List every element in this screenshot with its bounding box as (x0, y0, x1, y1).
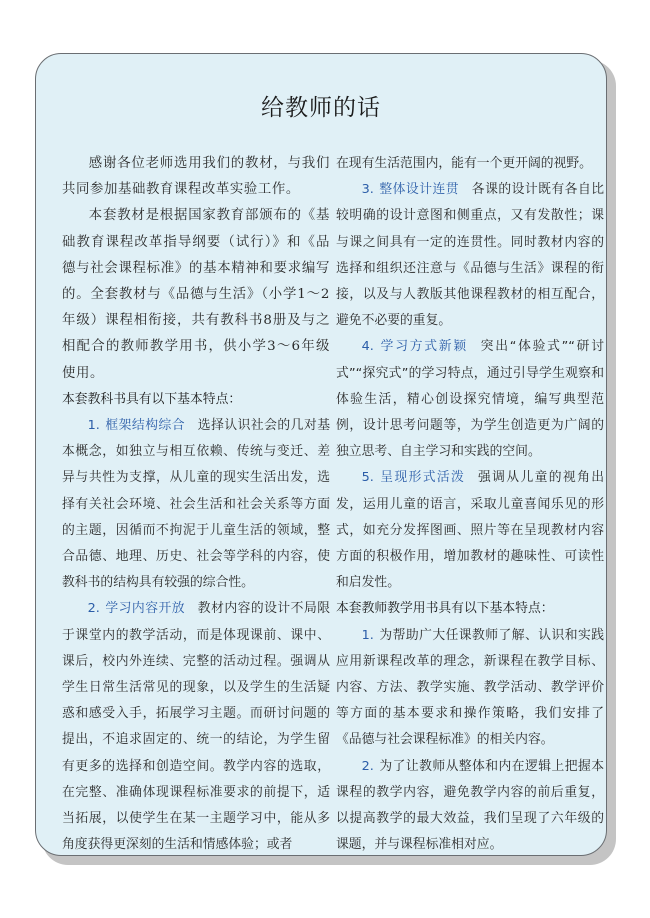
feature-text: 各课的设计既有各自比较明确的设计意图和侧重点，又有发散性；课与课之间具有一定的连贯性。同时教材内容的选择和组织还注意与《品德与生活》课程的衔接，以及与人教版其他课程教材的相互配合，避免不必要的重复。 (336, 182, 605, 329)
feature-text: 强调从儿童的视角出发，运用儿童的语言，采取儿童喜闻乐见的形式，如充分发挥图画、照片等在呈现教材内容方面的积极作用，增加教材的趣味性、可读性和启发性。 (336, 470, 605, 591)
feature-number: 1. (87, 418, 100, 434)
feature-text: 教材内容的设计不局限于课堂内的教学活动，而是体现课前、课中、课后，校内外连续、完整的活动过程。强调从学生日常生活常见的现象，以及学生的生活疑惑和感受入手，拓展学习主题。而研讨问题的提出，不追求固定的、统一的结论，为学生留有更多的选择和创造空间。教学内容的选取，在完整、准确体现课程标准要求的前提下，适当拓展，以使学生在某一主题学习中，能从多角度获得更深刻的生活和情感体验；或者 (62, 601, 331, 853)
teacher-book-features-heading: 本套教师教学用书具有以下基本特点： (336, 601, 554, 617)
teacher-feature-text: 为了让教师从整体和内在逻辑上把握本课程的教学内容，避免教学内容的前后重复，以提高教学的最大效益，我们呈现了六年级的课题，并与课程标准相对应。 (336, 758, 604, 853)
feature-item-2-continued: 在现有生活范围内，能有一个更开阔的视野。 (336, 156, 592, 171)
teacher-feature-text: 为帮助广大任课教师了解、认识和实践应用新课程改革的理念，新课程在教学目标、内容、方法、教学实施、教学活动、教学评价等方面的基本要求和操作策略，我们安排了《品德与社会课程标准》的相关内容。 (336, 627, 604, 748)
feature-item-1 (62, 413, 330, 596)
teacher-feature-number: 2. (361, 758, 374, 774)
page-title: 给教师的话 (261, 95, 381, 121)
left-column (62, 151, 330, 858)
feature-item-4 (336, 334, 604, 465)
teacher-letter-panel (35, 53, 607, 856)
feature-text: 突出“体验式”“研讨式”“探究式”的学习特点，通过引导学生观察和体验生活，精心创设探究情境，编写典型范例，设计思考问题等，为学生创造更为广阔的独立思考、自主学习和实践的空间。 (336, 339, 605, 460)
feature-keyword: 框架结构综合 (104, 418, 185, 434)
feature-number: 2. (87, 601, 100, 617)
feature-keyword: 呈现形式活泼 (378, 470, 466, 486)
feature-item-2 (62, 596, 330, 858)
feature-item-5 (336, 465, 604, 596)
feature-number: 4. (361, 339, 374, 355)
feature-number: 5. (361, 470, 374, 486)
feature-item-3 (336, 177, 604, 334)
intro-paragraph-1: 感谢各位老师选用我们的教材，与我们共同参加基础教育课程改革实验工作。 (62, 156, 330, 198)
teacher-feature-item-1 (336, 623, 604, 754)
teacher-feature-item-2 (336, 754, 604, 859)
right-column (336, 151, 604, 858)
feature-text: 选择认识社会的几对基本概念，如独立与相互依赖、传统与变迁、差异与共性为支撑，从儿童的现实生活出发，选择有关社会环境、社会生活和社会关系等方面的主题，因循而不拘泥于儿童生活的领域，整合品德、地理、历史、社会等学科的内容，使教科书的结构具有较强的综合性。 (62, 418, 331, 591)
intro-paragraph-2: 本套教材是根据国家教育部颁布的《基础教育课程改革指导纲要（试行）》和《品德与社会课程标准》的基本精神和要求编写的。全套教材与《品德与生活》（小学1～2年级）课程相衔接，共有教科书8册及与之相配合的教师教学用书，供小学3～6年级使用。 (62, 208, 330, 381)
teacher-feature-number: 1. (361, 627, 374, 643)
textbook-features-heading: 本套教科书具有以下基本特点： (62, 391, 242, 407)
feature-keyword: 整体设计连贯 (378, 182, 459, 198)
feature-keyword: 学习方式新颖 (378, 339, 468, 355)
feature-keyword: 学习内容开放 (104, 601, 185, 617)
feature-number: 3. (361, 182, 374, 198)
